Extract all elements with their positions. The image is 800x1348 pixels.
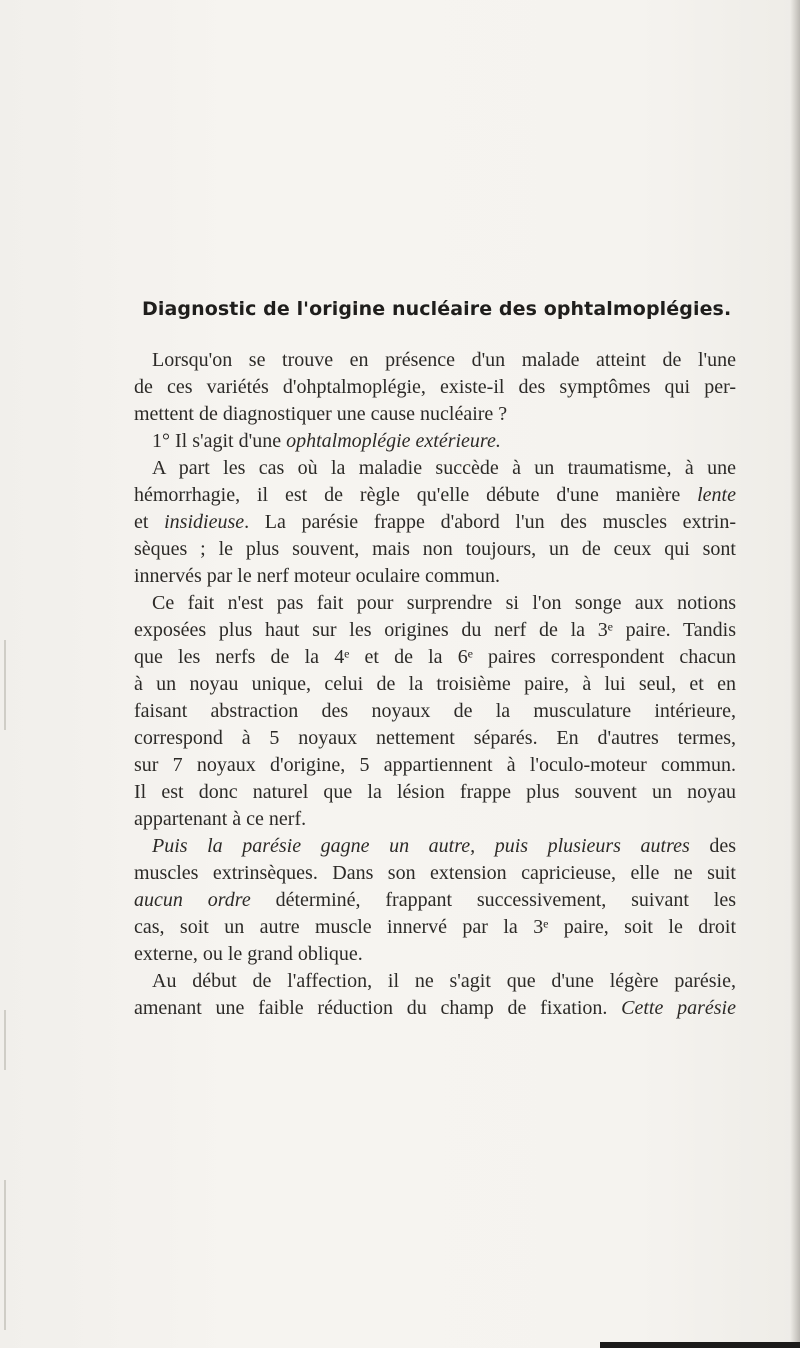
text-line xyxy=(134,482,736,508)
text-span: à un noyau unique, celui de la troisième paire, à lui seul, et en xyxy=(134,673,736,695)
text-span: amenant une faible réduction du champ de fixation. xyxy=(134,997,622,1019)
text-span: 1° Il s'agit d'une xyxy=(152,430,287,452)
text-line xyxy=(134,563,736,589)
text-line xyxy=(134,401,736,427)
italic-text: Cette parésie xyxy=(621,997,736,1019)
text-span: que les nerfs de la 4ᵉ et de la 6ᵉ paires correspondent chacun xyxy=(134,646,736,668)
text-line xyxy=(134,941,736,967)
text-line xyxy=(134,860,736,886)
text-line xyxy=(134,698,736,724)
text-line xyxy=(134,374,736,400)
text-span: exposées plus haut sur les origines du nerf de la 3ᵉ paire. Tandis xyxy=(134,619,736,641)
text-line xyxy=(134,995,736,1021)
text-line xyxy=(134,914,736,940)
scan-bottom-edge xyxy=(600,1342,800,1348)
text-line xyxy=(152,347,736,373)
text-line xyxy=(152,428,736,454)
text-span: hémorrhagie, il est de règle qu'elle débute d'une manière xyxy=(134,484,698,506)
text-line xyxy=(134,509,736,535)
paper-mark xyxy=(4,640,6,730)
text-span: sèques ; le plus souvent, mais non toujours, un de ceux qui sont xyxy=(134,538,736,560)
italic-text: lente xyxy=(697,484,736,506)
text-line xyxy=(134,617,736,643)
italic-text: insidieuse xyxy=(164,511,245,533)
italic-text: ophtalmoplégie extérieure. xyxy=(286,430,501,452)
paper-mark xyxy=(4,1010,6,1070)
text-span: faisant abstraction des noyaux de la musculature intérieure, xyxy=(134,700,736,722)
text-line xyxy=(152,590,736,616)
paper-mark xyxy=(4,1180,6,1330)
text-line xyxy=(134,644,736,670)
text-span: externe, ou le grand oblique. xyxy=(134,943,363,965)
text-line xyxy=(134,671,736,697)
text-line xyxy=(134,536,736,562)
text-span: correspond à 5 noyaux nettement séparés. En d'autres termes, xyxy=(134,727,736,749)
page-edge-shadow xyxy=(790,0,800,1348)
text-span: des xyxy=(689,835,736,857)
text-span: de ces variétés d'ohptalmoplégie, existe-il des symptômes qui per- xyxy=(134,376,736,398)
text-span: A part les cas où la maladie succède à un traumatisme, à une xyxy=(152,457,736,479)
text-line xyxy=(152,968,736,994)
text-span: déterminé, frappant successivement, suivant les xyxy=(250,889,736,911)
text-line xyxy=(134,806,736,832)
text-line xyxy=(152,455,736,481)
text-span: . La parésie frappe d'abord l'un des muscles extrin- xyxy=(244,511,736,533)
text-line xyxy=(134,752,736,778)
text-span: mettent de diagnostiquer une cause nucléaire ? xyxy=(134,403,508,425)
text-span: innervés par le nerf moteur oculaire commun. xyxy=(134,565,500,587)
text-line xyxy=(134,725,736,751)
italic-text: Puis la parésie gagne un autre, puis plusieurs autres xyxy=(152,835,690,857)
text-span: cas, soit un autre muscle innervé par la 3ᵉ paire, soit le droit xyxy=(134,916,736,938)
text-span: appartenant à ce nerf. xyxy=(134,808,307,830)
text-span: sur 7 noyaux d'origine, 5 appartiennent à l'oculo-moteur commun. xyxy=(134,754,736,776)
text-span: Ce fait n'est pas fait pour surprendre si l'on songe aux notions xyxy=(152,592,736,614)
italic-text: aucun ordre xyxy=(134,889,251,911)
text-span: muscles extrinsèques. Dans son extension capricieuse, elle ne suit xyxy=(134,862,736,884)
text-span: Il est donc naturel que la lésion frappe plus souvent un noyau xyxy=(134,781,736,803)
text-span: et xyxy=(134,511,165,533)
text-line xyxy=(152,833,736,859)
text-span: Lorsqu'on se trouve en présence d'un malade atteint de l'une xyxy=(152,349,736,371)
text-span: Au début de l'affection, il ne s'agit que d'une légère parésie, xyxy=(152,970,736,992)
page-heading: Diagnostic de l'origine nucléaire des ophtalmoplégies. xyxy=(142,298,732,320)
text-line xyxy=(134,887,736,913)
text-line xyxy=(134,779,736,805)
